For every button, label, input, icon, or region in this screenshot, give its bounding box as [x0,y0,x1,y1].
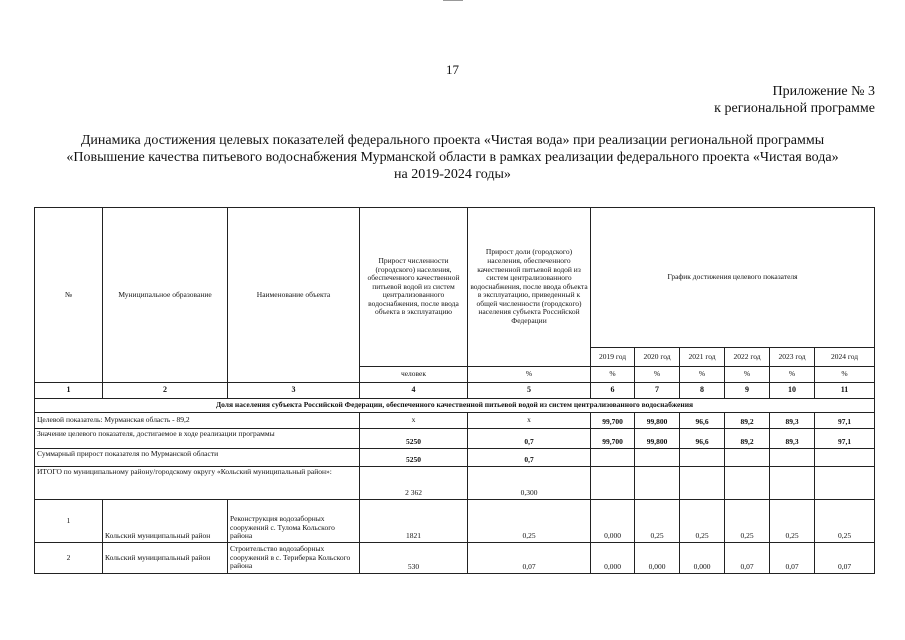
object-share: 0,25 [468,500,591,543]
targets-table [34,207,875,574]
unit-year: % [591,367,635,383]
achieved-year-value: 96,6 [680,429,725,449]
empty-cell [815,449,875,467]
header-population-growth: Прирост численности (городского) населения, обеспеченного качественной питьевой водой из систем централизованного водоснабжения, после ввода объекта в эксплуатацию [360,208,468,367]
column-numbers-row [35,383,875,399]
object-share: 0,07 [468,543,591,574]
object-year-value: 0,25 [725,500,770,543]
document-title [20,132,885,183]
unit-year: % [725,367,770,383]
empty-cell [770,449,815,467]
scan-mark-top [443,0,463,1]
header-year: 2024 год [815,348,875,367]
unit-year: % [680,367,725,383]
summary-label: Суммарный прирост показателя по Мурманской области [35,449,360,467]
object-population: 530 [360,543,468,574]
header-year: 2020 год [635,348,680,367]
table-row [35,500,875,543]
header-schedule: График достижения целевого показателя [591,208,875,348]
header-year: 2019 год [591,348,635,367]
object-year-value: 0,000 [680,543,725,574]
object-population: 1821 [360,500,468,543]
object-year-value: 0,07 [815,543,875,574]
object-name: Строительство водозаборных сооружений в с. Териберка Кольского района [228,543,360,574]
target-population: х [360,413,468,429]
achieved-row [35,429,875,449]
summary-population: 5250 [360,449,468,467]
title-line-2: «Повышение качества питьевого водоснабжения Мурманской области в рамках реализации федерального проекта «Чистая вода» [66,150,839,165]
empty-cell [725,467,770,500]
object-year-value: 0,000 [635,543,680,574]
column-number: 7 [635,383,680,399]
object-municipality: Кольский муниципальный район [103,543,228,574]
header-year: 2022 год [725,348,770,367]
section-title-row [35,399,875,413]
column-number: 10 [770,383,815,399]
empty-cell [815,467,875,500]
district-total-row [35,467,875,500]
column-number: 1 [35,383,103,399]
achieved-year-value: 89,2 [725,429,770,449]
unit-population: человек [360,367,468,383]
district-total-label: ИТОГО по муниципальному району/городскому округу «Кольский муниципальный район»: [35,467,360,500]
column-number: 5 [468,383,591,399]
header-num: № [35,208,103,383]
unit-year: % [815,367,875,383]
header-object: Наименование объекта [228,208,360,383]
achieved-year-value: 89,3 [770,429,815,449]
object-year-value: 0,25 [680,500,725,543]
achieved-label: Значение целевого показателя, достигаемое в ходе реализации программы [35,429,360,449]
header-year: 2023 год [770,348,815,367]
achieved-share: 0,7 [468,429,591,449]
unit-year: % [635,367,680,383]
section-title: Доля населения субъекта Российской Федерации, обеспеченного качественной питьевой водой из систем централизованного водоснабжения [35,399,875,413]
object-name: Реконструкция водозаборных сооружений с. Тулома Кольского района [228,500,360,543]
target-year-value: 99,700 [591,413,635,429]
unit-year: % [770,367,815,383]
achieved-year-value: 99,800 [635,429,680,449]
object-num: 2 [35,543,103,574]
object-year-value: 0,25 [815,500,875,543]
target-year-value: 97,1 [815,413,875,429]
appendix-block [714,83,875,117]
header-row [35,208,875,348]
empty-cell [591,449,635,467]
summary-row [35,449,875,467]
achieved-year-value: 99,700 [591,429,635,449]
column-number: 3 [228,383,360,399]
object-year-value: 0,000 [591,543,635,574]
target-label: Целевой показатель: Мурманская область - 89,2 [35,413,360,429]
column-number: 9 [725,383,770,399]
empty-cell [725,449,770,467]
object-municipality: Кольский муниципальный район [103,500,228,543]
column-number: 2 [103,383,228,399]
object-year-value: 0,25 [635,500,680,543]
object-year-value: 0,25 [770,500,815,543]
target-year-value: 99,800 [635,413,680,429]
column-number: 4 [360,383,468,399]
table-row [35,543,875,574]
empty-cell [635,467,680,500]
appendix-line-2: к региональной программе [714,101,875,116]
column-number: 6 [591,383,635,399]
target-year-value: 96,6 [680,413,725,429]
target-year-value: 89,2 [725,413,770,429]
empty-cell [680,449,725,467]
object-year-value: 0,07 [725,543,770,574]
page-number: 17 [446,62,459,77]
empty-cell [680,467,725,500]
appendix-line-1: Приложение № 3 [772,84,875,99]
header-year: 2021 год [680,348,725,367]
district-total-population: 2 362 [360,467,468,500]
district-total-share: 0,300 [468,467,591,500]
empty-cell [635,449,680,467]
object-year-value: 0,07 [770,543,815,574]
target-year-value: 89,3 [770,413,815,429]
object-num: 1 [35,500,103,543]
achieved-year-value: 97,1 [815,429,875,449]
empty-cell [770,467,815,500]
achieved-population: 5250 [360,429,468,449]
object-year-value: 0,000 [591,500,635,543]
empty-cell [591,467,635,500]
title-line-1: Динамика достижения целевых показателей федерального проекта «Чистая вода» при реализации региональной программы [80,133,825,148]
unit-share: % [468,367,591,383]
column-number: 8 [680,383,725,399]
header-share-growth: Прирост доли (городского) населения, обеспеченного качественной питьевой водой из систем централизованного водоснабжения, после ввода объекта в эксплуатацию, приведенный к общей численности (городского) населения субъекта Российской Федерации [468,208,591,367]
summary-share: 0,7 [468,449,591,467]
target-share: х [468,413,591,429]
column-number: 11 [815,383,875,399]
target-row [35,413,875,429]
header-municipality: Муниципальное образование [103,208,228,383]
title-line-3: на 2019-2024 годы» [394,167,511,182]
